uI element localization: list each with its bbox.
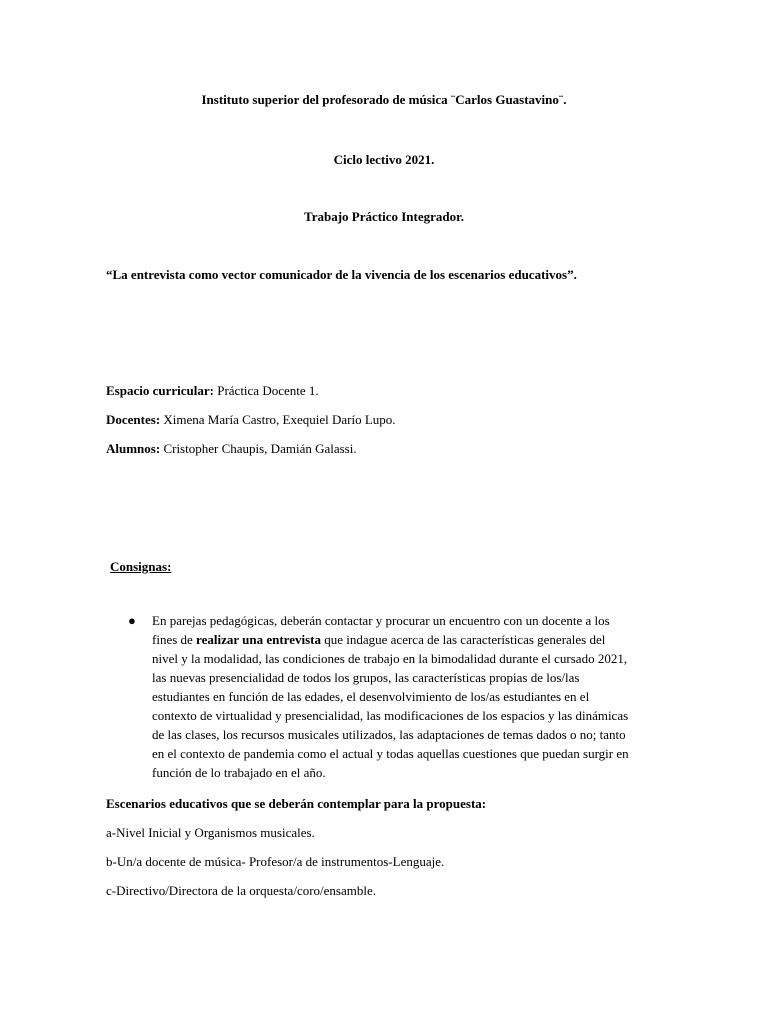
consigna-line: en el contexto de pandemia como el actual y todas aquellas cuestiones que puedan surgir en: [152, 746, 629, 761]
consigna-line: estudiantes en función de las edades, el desenvolvimiento de los/as estudiantes en el: [152, 689, 590, 704]
institute-title: Instituto superior del profesorado de música ¨Carlos Guastavino¨.: [201, 92, 567, 107]
alumnos-label: Alumnos:: [106, 441, 161, 456]
consignas-heading: Consignas:: [110, 559, 172, 574]
docentes-value: Ximena María Castro, Exequiel Darío Lupo.: [160, 412, 396, 427]
consigna-line: de las clases, los recursos musicales utilizados, las adaptaciones de temas dados o no; tanto: [152, 727, 626, 742]
escenarios-heading: Escenarios educativos que se deberán contemplar para la propuesta:: [106, 796, 487, 811]
escenario-item-a: a-Nivel Inicial y Organismos musicales.: [106, 825, 315, 840]
alumnos-value: Cristopher Chaupis, Damián Galassi.: [160, 441, 357, 456]
document-subtitle: “La entrevista como vector comunicador de la vivencia de los escenarios educativos”.: [106, 267, 577, 282]
cycle-title: Ciclo lectivo 2021.: [333, 152, 435, 167]
consigna-paragraph: [152, 611, 672, 782]
consigna-line: fines de realizar una entrevista que indague acerca de las características generales del: [152, 632, 606, 647]
work-title: Trabajo Práctico Integrador.: [304, 209, 464, 224]
escenario-item-c: c-Directivo/Directora de la orquesta/coro/ensamble.: [106, 883, 376, 898]
escenario-item-b: b-Un/a docente de música- Profesor/a de instrumentos-Lenguaje.: [106, 854, 445, 869]
espacio-label: Espacio curricular:: [106, 383, 214, 398]
consigna-line: las nuevas presencialidad de todos los grupos, las características propias de los/las: [152, 670, 580, 685]
espacio-curricular-line: [106, 383, 319, 399]
alumnos-line: [106, 441, 357, 457]
consigna-line: En parejas pedagógicas, deberán contactar y procurar un encuentro con un docente a los: [152, 613, 610, 628]
docentes-line: [106, 412, 396, 428]
consigna-line: nivel y la modalidad, las condiciones de trabajo en la bimodalidad durante el cursado 2021,: [152, 651, 628, 666]
consigna-line: contexto de virtualidad y presencialidad, las modificaciones de los espacios y las dinámicas: [152, 708, 629, 723]
consigna-line: función de lo trabajado en el año.: [152, 765, 326, 780]
docentes-label: Docentes:: [106, 412, 161, 427]
bullet-icon: ●: [128, 613, 136, 628]
espacio-value: Práctica Docente 1.: [213, 383, 319, 398]
emphasis-text: realizar una entrevista: [196, 632, 321, 647]
